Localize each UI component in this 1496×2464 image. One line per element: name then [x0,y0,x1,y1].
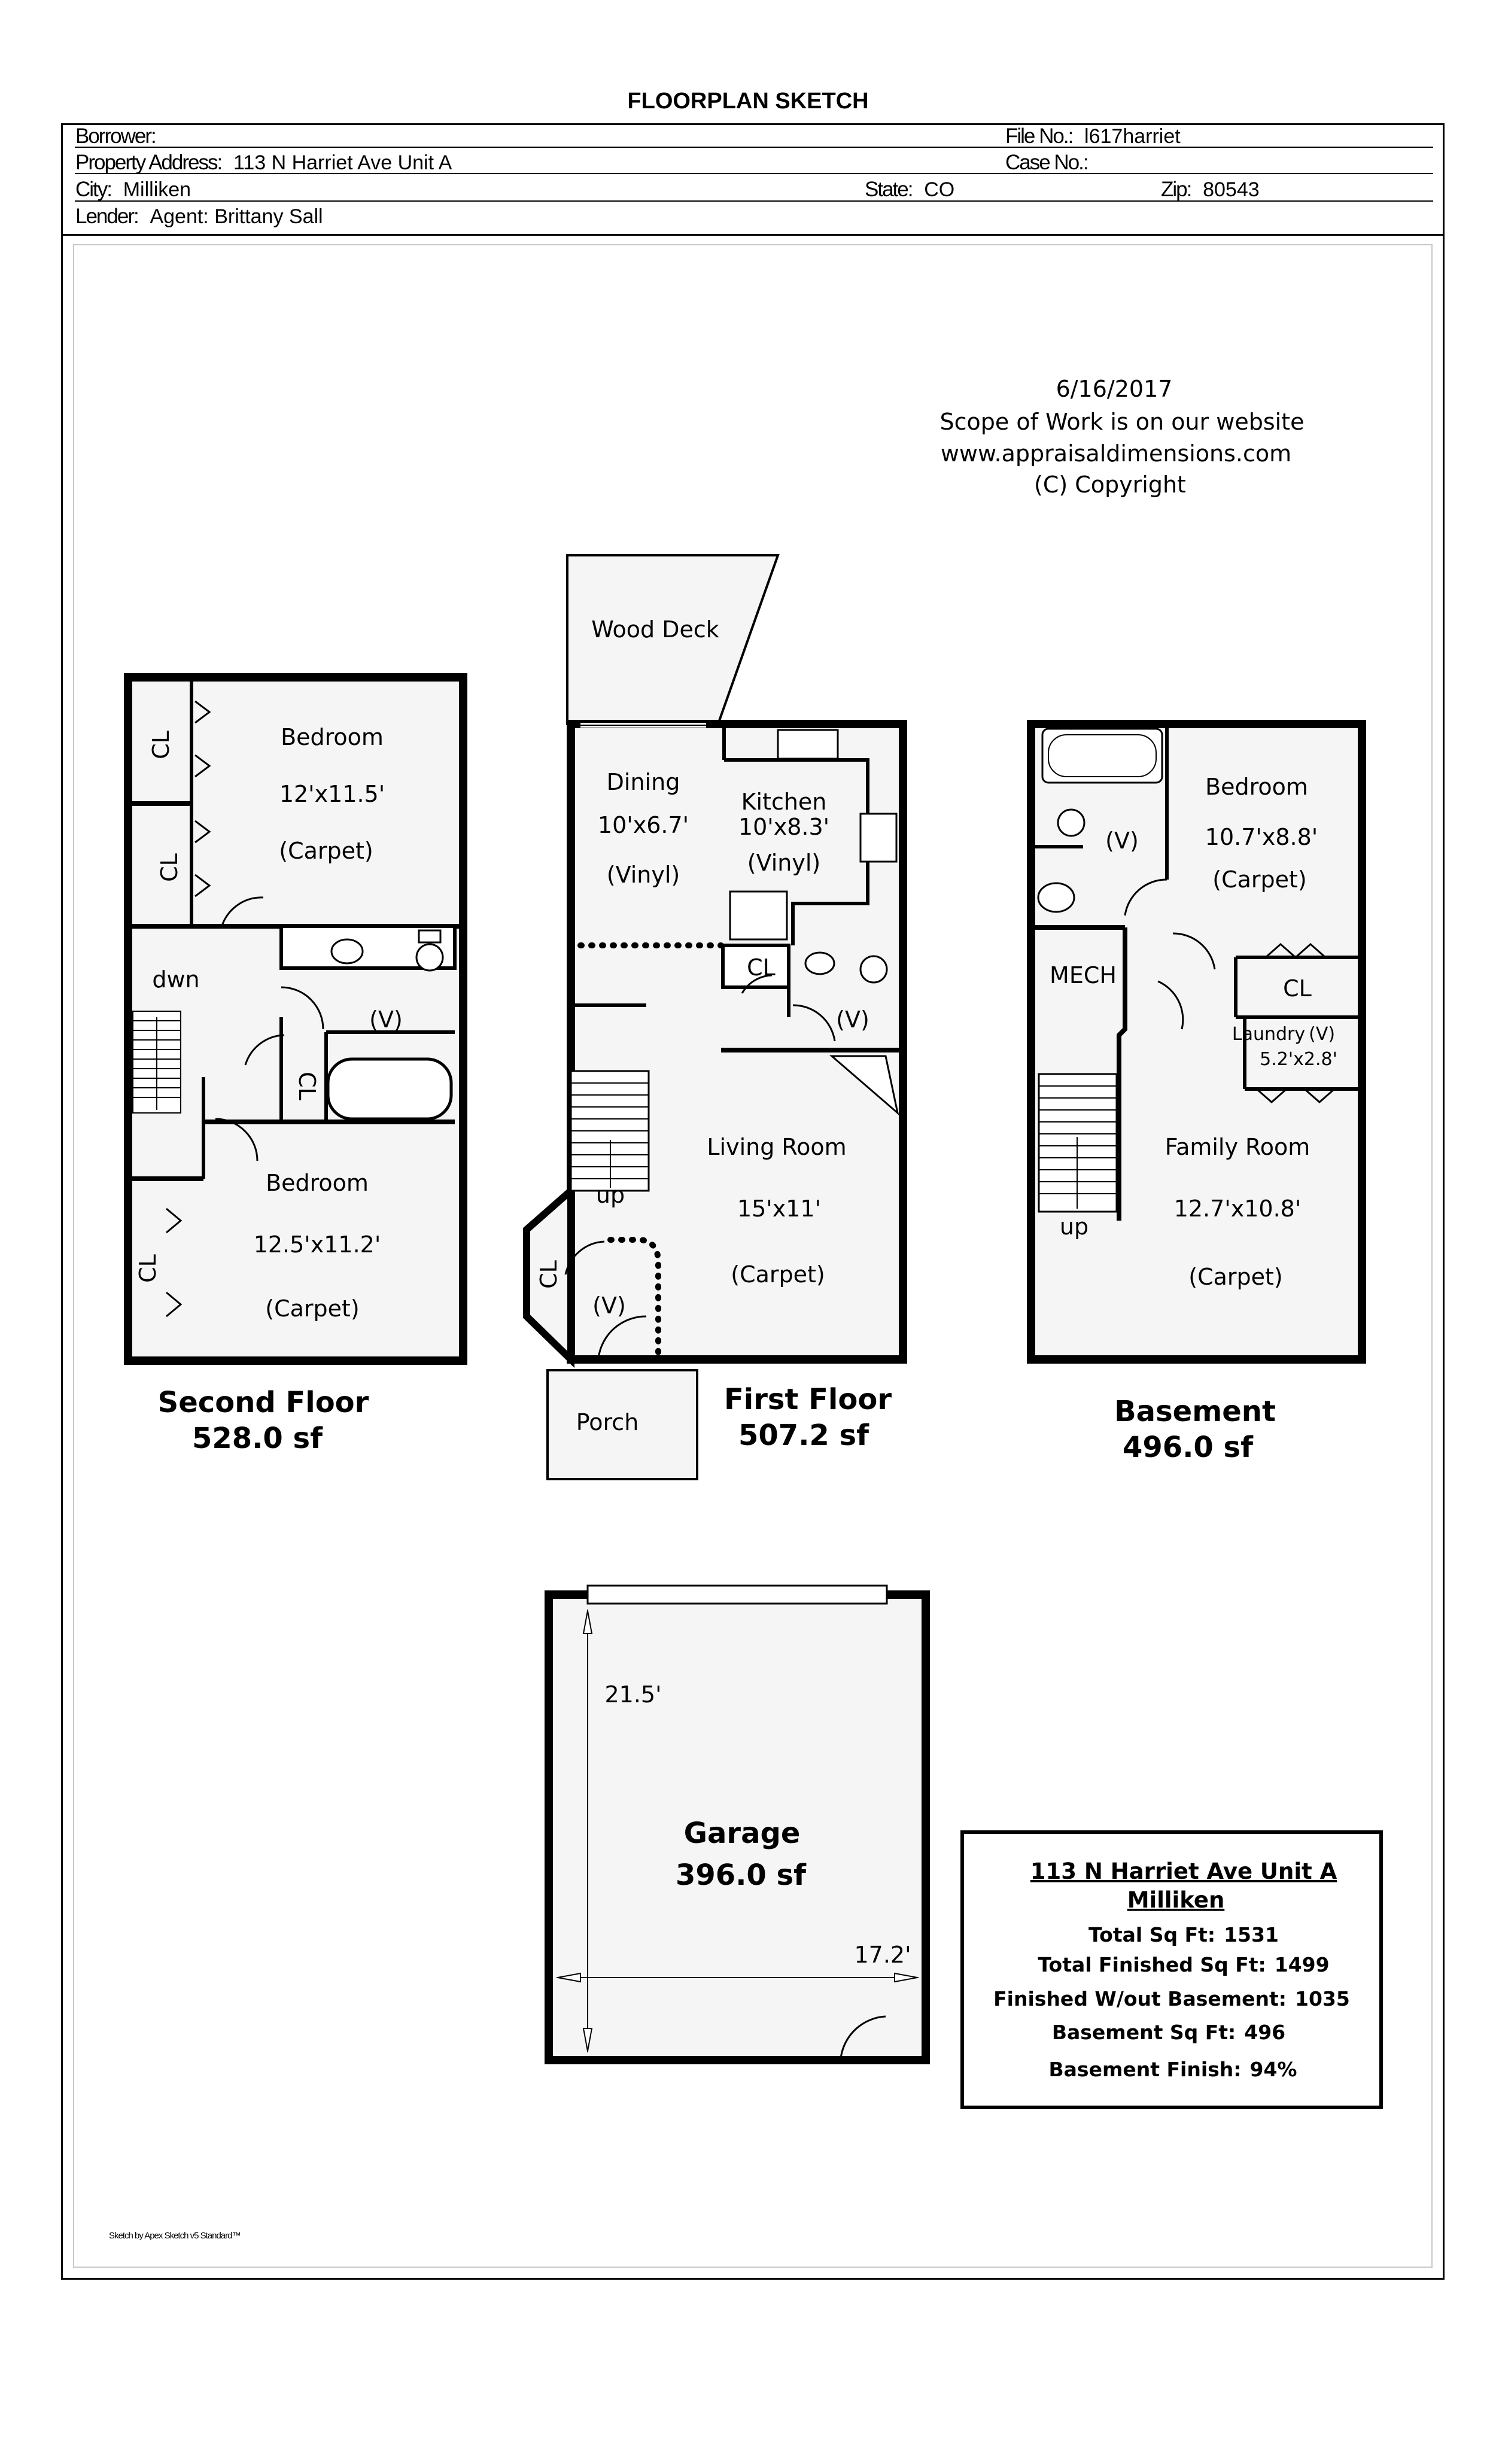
lender-label: Lender: [75,205,138,228]
state-value: CO [924,178,955,201]
first-floor-closet: CL [747,954,776,981]
basement-bath-label: (V) [1105,828,1139,854]
basement-area: 496.0 sf [1123,1431,1253,1464]
sketch-credit: Sketch by Apex Sketch v5 Standard™ [109,2231,241,2241]
basement-plan [1031,724,1362,1464]
copyright-note: (C) Copyright [1034,471,1186,498]
scope-note: Scope of Work is on our website [939,409,1305,435]
garage-depth: 21.5' [604,1681,662,1708]
summary-finished: Total Finished Sq Ft: 1499 [1038,1953,1330,1976]
first-floor-area: 507.2 sf [738,1419,869,1452]
summary-basement-sqft: Basement Sq Ft: 496 [1051,2021,1286,2044]
first-floor-bath-label: (V) [836,1006,869,1033]
second-floor-closet-2: CL [156,853,183,882]
basement-bedroom-name: Bedroom [1205,774,1308,800]
garage-title: Garage [683,1817,801,1850]
basement-stairs-label: up [1059,1213,1089,1240]
first-floor-stairs-label: up [595,1182,625,1208]
family-room-size: 12.7'x10.8' [1173,1196,1302,1222]
first-floor-plan [527,555,903,1479]
entry-closet-label: CL [536,1260,562,1289]
second-floor-closet-3: CL [294,1072,320,1100]
entry-label: (V) [592,1292,626,1319]
city-label: City: [75,178,111,201]
mech-label: MECH [1050,962,1117,988]
state-label: State: [865,178,913,201]
living-room-floor: (Carpet) [731,1261,825,1288]
second-floor-closet-4: CL [135,1254,161,1283]
second-floor-plan [128,677,463,1455]
summary-basement-finish: Basement Finish: 94% [1048,2058,1297,2081]
scope-notes [940,376,1305,498]
file-no-value: l617harriet [1084,125,1181,148]
family-room-floor: (Carpet) [1188,1264,1283,1290]
family-room-name: Family Room [1164,1134,1310,1160]
dining-size: 10'x6.7' [597,812,689,838]
laundry-size: 5.2'x2.8' [1260,1049,1337,1070]
first-floor-title: First Floor [723,1383,892,1416]
bedroom-top-floor: (Carpet) [279,838,373,864]
file-no-label: File No.: [1005,124,1073,148]
address-value: 113 N Harriet Ave Unit A [233,151,452,174]
borrower-label: Borrower: [75,124,156,148]
garage-width: 17.2' [854,1942,911,1968]
kitchen-size: 10'x8.3' [738,814,830,840]
bedroom-top-size: 12'x11.5' [279,781,385,807]
area-summary-box [962,1832,1381,2107]
wood-deck-label: Wood Deck [591,616,719,643]
garage-area: 396.0 sf [676,1858,806,1892]
page-title: FLOORPLAN SKETCH [627,89,869,114]
kitchen-floor: (Vinyl) [747,850,821,876]
website-note: www.appraisaldimensions.com [940,440,1292,467]
living-room-size: 15'x11' [737,1196,822,1222]
living-room-name: Living Room [707,1134,847,1160]
case-no-label: Case No.: [1005,151,1088,174]
second-floor-closet-1: CL [148,731,174,759]
porch-label: Porch [576,1409,639,1435]
summary-finished-wout-basement: Finished W/out Basement: 1035 [993,1987,1350,2010]
kitchen-name: Kitchen [741,789,827,815]
second-floor-area: 528.0 sf [192,1422,323,1455]
second-floor-bath-label: (V) [369,1006,403,1033]
address-label: Property Address: [75,151,222,174]
second-floor-title: Second Floor [157,1386,369,1419]
lender-value: Agent: Brittany Sall [150,205,323,228]
basement-closet-label: CL [1283,975,1312,1002]
sketch-date: 6/16/2017 [1056,376,1173,402]
dining-name: Dining [606,769,680,795]
basement-bedroom-size: 10.7'x8.8' [1205,824,1318,850]
summary-address: 113 N Harriet Ave Unit A [1030,1858,1337,1884]
city-value: Milliken [123,178,191,201]
basement-title: Basement [1114,1395,1276,1428]
second-floor-stairs-label: dwn [152,966,200,993]
summary-total: Total Sq Ft: 1531 [1088,1923,1279,1946]
bedroom-bottom-name: Bedroom [266,1170,369,1196]
zip-value: 80543 [1203,178,1260,201]
zip-label: Zip: [1161,178,1191,201]
summary-city: Milliken [1127,1887,1225,1913]
bedroom-top-name: Bedroom [281,724,384,750]
bedroom-bottom-size: 12.5'x11.2' [253,1231,381,1258]
garage-plan [549,1586,926,2060]
dining-floor: (Vinyl) [606,862,680,888]
basement-bedroom-floor: (Carpet) [1212,866,1307,893]
bedroom-bottom-floor: (Carpet) [265,1295,360,1322]
laundry-label: Laundry (V) [1232,1024,1336,1045]
